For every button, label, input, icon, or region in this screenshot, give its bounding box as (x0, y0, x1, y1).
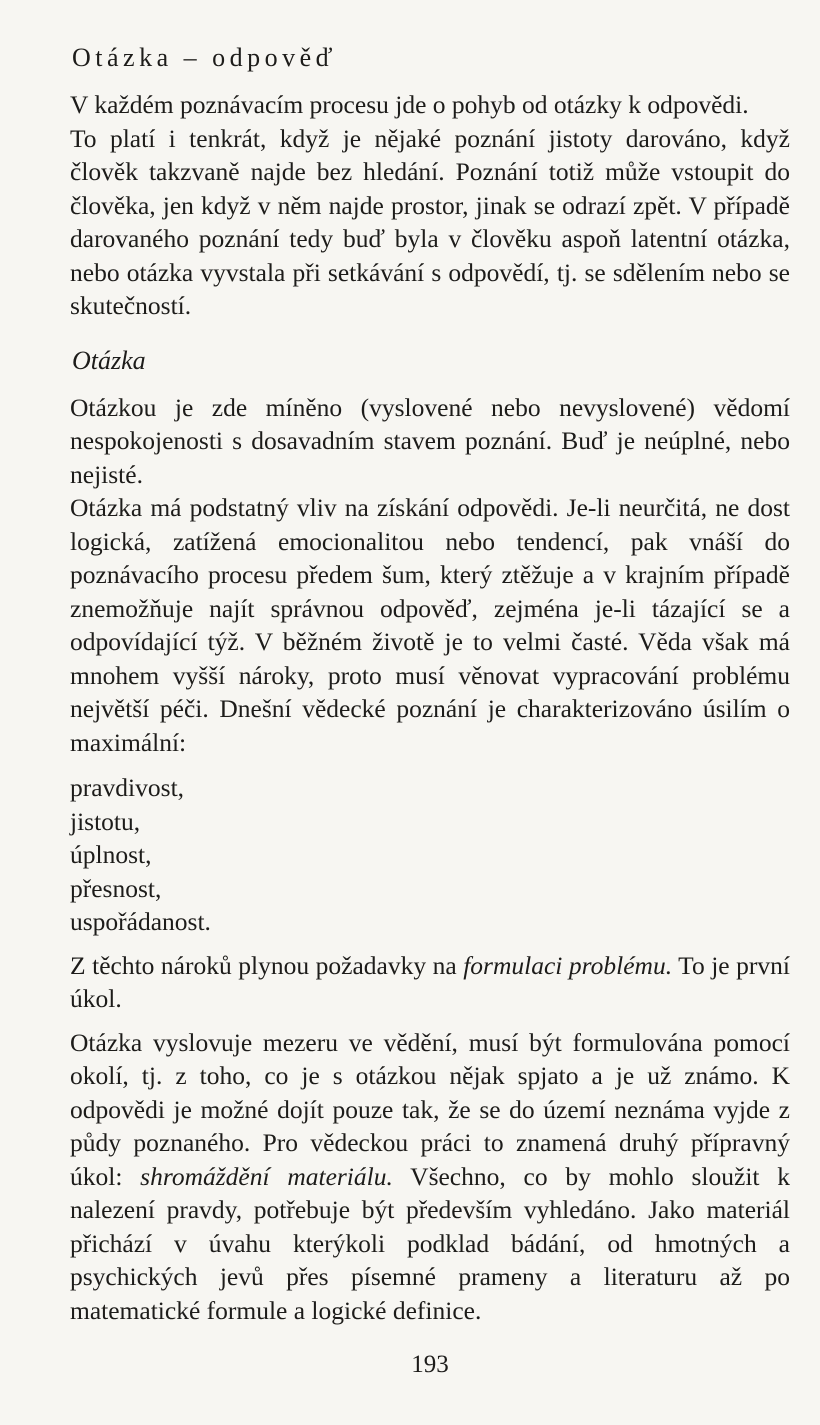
book-page (70, 40, 790, 1380)
list-item: pravdivost, (70, 773, 185, 802)
question-paragraph-2: Otázka má podstatný vliv na získání odpovědi. Je-li neurčitá, ne dost logická, zatížená emocionalitou nebo tendencí, pak vnáší do poznávacího procesu předem šum, který ztěžuje a v krajním případě znemožňuje najít správnou odpověď, zejména je-li tázající se a odpovídající týž. V běžném životě je to velmi časté. Věda však má mnohem vyšší nároky, proto musí věnovat vypracování problému největší péči. Dnešní vědecké poznání je charakterizováno úsilím o maximální: (70, 493, 790, 757)
formulation-text-before: Z těchto nároků plynou požadavky na (70, 950, 464, 980)
list-item: uspořádanost. (70, 907, 211, 936)
material-emphasis: shromáždění materiálu. (140, 1161, 393, 1191)
intro-paragraph-2: To platí i tenkrát, když je nějaké poznání jistoty darováno, když člověk takzvaně najde bez hledání. Poznání totiž může vstoupit do člověka, jen když v něm najde prostor, jinak se odrazí zpět. V případě darovaného poznání tedy buď byla v člověku aspoň latentní otázka, nebo otázka vyvstala při setkávání s odpovědí, tj. se sdělením nebo se skutečností. (70, 123, 790, 320)
list-item: úplnost, (70, 840, 152, 869)
list-item: přesnost, (70, 873, 162, 903)
formulation-paragraph (70, 949, 790, 1016)
list-item: jistotu, (70, 806, 141, 836)
subheading-otazka: Otázka (72, 345, 146, 375)
material-text-before: Otázka vyslovuje mezeru ve vědění, musí být formulována pomocí okolí, tj. z toho, co je s otázkou nějak spjato a je už známo. K odpovědi je možné dojít pouze tak, že se do území neznáma vyjde z půdy poznaného. Pro vědeckou práci to znamená druhý přípravný úkol: (70, 1027, 790, 1191)
material-text-after: Všechno, co by mohlo sloužit k nalezení pravdy, potřebuje být především vyhledáno. Jako materiál přichází v úvahu kterýkoli podklad bádání, od hmotných a psychických jevů přes písemné prameny a literaturu až po matematické formule a logické definice. (70, 1161, 790, 1325)
section-heading: Otázka – odpověď (72, 43, 337, 72)
page-number: 193 (411, 1351, 449, 1378)
intro-paragraph-1: V každém poznávacím procesu jde o pohyb od otázky k odpovědi. (70, 90, 749, 119)
formulation-emphasis: formulaci problému. (463, 950, 673, 980)
formulation-text-after: To je první úkol. (70, 950, 790, 1013)
criteria-list (70, 771, 790, 939)
question-paragraph-1: Otázkou je zde míněno (vyslovené nebo nevyslovené) vědomí nespokojenosti s dosavadním stavem poznání. Buď je neúplné, nebo nejisté. (70, 392, 790, 489)
material-paragraph (70, 1026, 790, 1328)
